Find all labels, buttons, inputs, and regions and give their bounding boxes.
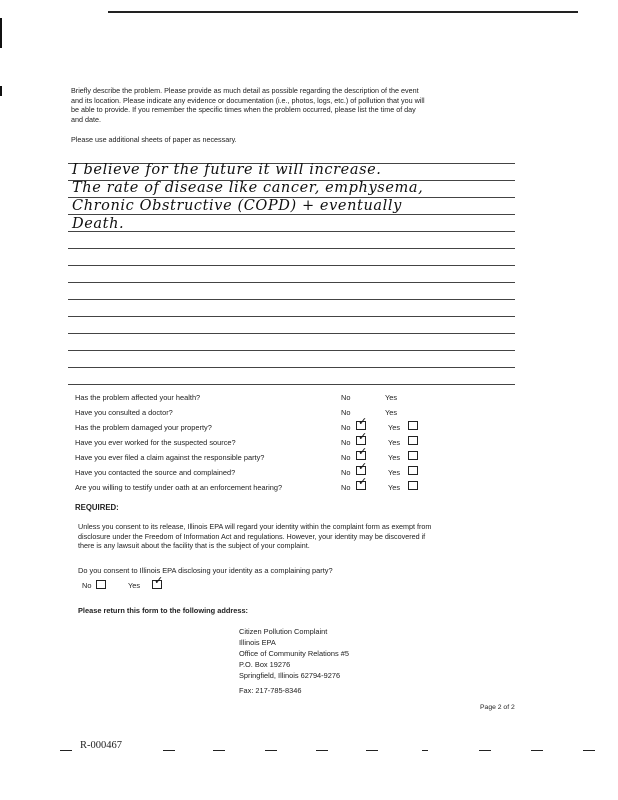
- no-label: No: [341, 453, 351, 462]
- return-address: [239, 626, 349, 681]
- additional-sheets-note: Please use additional sheets of paper as necessary.: [71, 135, 237, 144]
- instructions-line: Briefly describe the problem. Please provide as much detail as possible regarding the description of the event: [71, 86, 419, 95]
- check-mark: ✓: [358, 415, 368, 428]
- writing-line: [68, 367, 515, 368]
- required-paragraph: [78, 522, 518, 551]
- yes-label: Yes: [388, 468, 401, 477]
- footer-dash: [213, 750, 225, 751]
- consent-no-checkbox[interactable]: [96, 580, 106, 589]
- instructions-paragraph: [71, 86, 521, 124]
- address-line: Office of Community Relations #5: [239, 649, 349, 658]
- bates-number: R-000467: [80, 740, 122, 751]
- writing-line: [68, 248, 515, 249]
- question-worked-source: Have you ever worked for the suspected source?: [75, 438, 236, 447]
- check-mark: ✓: [358, 430, 368, 443]
- footer-dash: [479, 750, 491, 751]
- handwritten-line: The rate of disease like cancer, emphysema,: [72, 180, 424, 196]
- yes-checkbox[interactable]: [408, 451, 418, 460]
- question-doctor: Have you consulted a doctor?: [75, 408, 173, 417]
- yes-checkbox[interactable]: [408, 481, 418, 490]
- writing-line: [68, 350, 515, 351]
- yes-label: Yes: [388, 483, 401, 492]
- footer-dash: [163, 750, 175, 751]
- yes-checkbox[interactable]: [408, 436, 418, 445]
- footer-dash: [422, 750, 428, 751]
- writing-line: [68, 333, 515, 334]
- fax-number: Fax: 217-785-8346: [239, 686, 302, 695]
- handwritten-line: Death.: [72, 216, 125, 232]
- consent-question: Do you consent to Illinois EPA disclosing your identity as a complaining party?: [78, 566, 333, 575]
- instructions-line: and date.: [71, 114, 101, 124]
- question-contacted-source: Have you contacted the source and complained?: [75, 468, 236, 477]
- no-label: No: [341, 468, 351, 477]
- writing-line: [68, 299, 515, 300]
- yes-label: Yes: [385, 393, 398, 402]
- writing-line: [68, 384, 515, 385]
- yes-checkbox[interactable]: [408, 421, 418, 430]
- check-mark: ✓: [154, 574, 164, 587]
- writing-line: [68, 214, 515, 215]
- no-label: No: [341, 423, 351, 432]
- footer-dash: [583, 750, 595, 751]
- address-line: Citizen Pollution Complaint: [239, 627, 328, 636]
- check-mark: ✓: [358, 460, 368, 473]
- writing-line: [68, 231, 515, 232]
- question-testify: Are you willing to testify under oath at an enforcement hearing?: [75, 483, 283, 492]
- footer-dash: [60, 750, 72, 751]
- instructions-line: and its location. Please indicate any evidence or documentation (i.e., photos, logs, etc.) of pollution that you will: [71, 95, 425, 105]
- page-number: Page 2 of 2: [480, 704, 515, 711]
- question-health: Has the problem affected your health?: [75, 393, 201, 402]
- writing-line: [68, 282, 515, 283]
- consent-no-label: No: [82, 581, 92, 590]
- yes-checkbox[interactable]: [408, 466, 418, 475]
- consent-yes-label: Yes: [128, 581, 141, 590]
- writing-line: [68, 265, 515, 266]
- scan-edge-mark: [0, 18, 2, 48]
- required-line: there is any lawsuit about the facility that is the subject of your complaint.: [78, 541, 310, 551]
- no-label: No: [341, 483, 351, 492]
- required-line: disclosure under the Freedom of Information Act and regulations. However, your identity may be discovered if: [78, 531, 426, 541]
- footer-dash: [265, 750, 277, 751]
- no-label: No: [341, 393, 351, 402]
- top-rule: [108, 11, 578, 13]
- required-heading: REQUIRED:: [75, 503, 119, 512]
- no-label: No: [341, 438, 351, 447]
- writing-line: [68, 316, 515, 317]
- yes-label: Yes: [388, 438, 401, 447]
- check-mark: ✓: [358, 475, 368, 488]
- footer-dash: [531, 750, 543, 751]
- check-mark: ✓: [358, 445, 368, 458]
- footer-dash: [366, 750, 378, 751]
- scan-edge-mark: [0, 86, 2, 96]
- handwritten-line: Chronic Obstructive (COPD) + eventually: [72, 198, 402, 214]
- question-property: Has the problem damaged your property?: [75, 423, 212, 432]
- address-line: Illinois EPA: [239, 638, 276, 647]
- address-line: Springfield, Illinois 62794-9276: [239, 671, 341, 680]
- yes-label: Yes: [388, 453, 401, 462]
- handwritten-line: I believe for the future it will increase.: [72, 162, 382, 178]
- question-filed-claim: Have you ever filed a claim against the responsible party?: [75, 453, 265, 462]
- return-heading: Please return this form to the following address:: [78, 606, 249, 615]
- yes-label: Yes: [388, 423, 401, 432]
- required-line: Unless you consent to its release, Illinois EPA will regard your identity within the complaint form as exempt from: [78, 522, 432, 531]
- yes-label: Yes: [385, 408, 398, 417]
- address-line: P.O. Box 19276: [239, 660, 291, 669]
- footer-dash: [316, 750, 328, 751]
- no-label: No: [341, 408, 351, 417]
- instructions-line: be able to provide. If you remember the specific times when the problem occurred, please list the time of day: [71, 105, 416, 115]
